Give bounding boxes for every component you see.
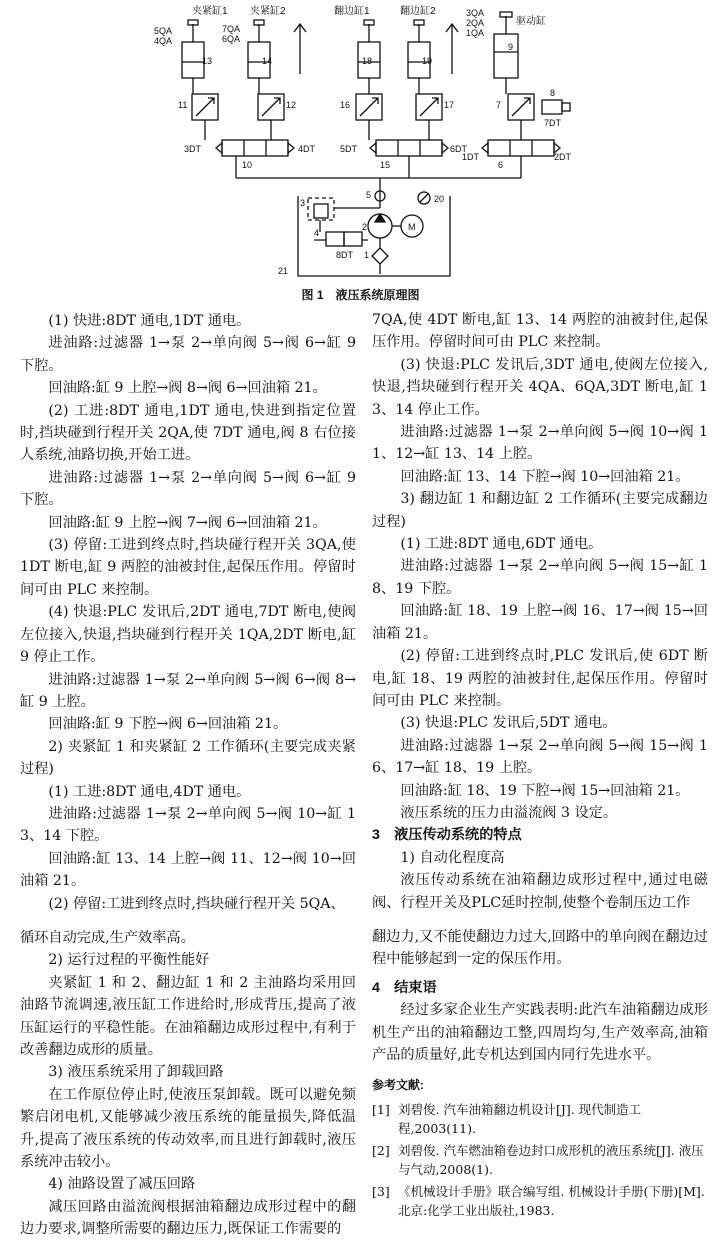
- switch-5qa-label: 5QA: [154, 26, 173, 36]
- paragraph: 回油路:缸 9 下腔→阀 6→回油箱 21。: [48, 716, 288, 733]
- paragraph: 回油路:缸 18、19 下腔→阀 15→回油箱 21。: [400, 782, 690, 799]
- hydraulic-schematic-diagram: [150, 2, 580, 280]
- right-column: [372, 309, 708, 1220]
- cylinder-13-label: 13: [202, 56, 213, 66]
- pump-2-label: 2: [362, 222, 368, 232]
- tank-21-label: 21: [278, 266, 289, 276]
- switch-4qa-label: 4QA: [154, 36, 173, 46]
- valve-16-label: 16: [340, 100, 351, 110]
- paragraph: 液压系统的压力由溢流阀 3 设定。: [400, 804, 618, 821]
- solenoid-1dt-label: 1DT: [462, 152, 480, 162]
- check-valve-5-label: 5: [366, 190, 372, 200]
- solenoid-3dt-label: 3DT: [184, 144, 202, 154]
- paragraph: 进油路:过滤器 1→泵 2→单向阀 5→阀 6→缸 9 下腔。: [20, 335, 356, 374]
- switch-3qa-label: 3QA: [466, 8, 485, 18]
- drive-cylinder-label: 驱动缸: [516, 16, 546, 27]
- paragraph: (2) 停留:工进到终点时,挡块碰行程开关 5QA、: [48, 895, 345, 912]
- paragraph: 进油路:过滤器 1→泵 2→单向阀 5→阀 10→阀 11、12→缸 13、14 上腔。: [372, 424, 708, 463]
- cylinder-14-label: 14: [262, 56, 273, 66]
- valve-7-label: 7: [496, 100, 502, 110]
- paragraph: 回油路:缸 18、19 上腔→阀 16、17→阀 15→回油箱 21。: [372, 603, 708, 642]
- paragraph: (1) 快进:8DT 通电,1DT 通电。: [48, 313, 251, 329]
- cylinder-9-label: 9: [508, 42, 514, 52]
- motor-label: M: [408, 222, 416, 232]
- valve-11-label: 11: [178, 100, 188, 110]
- reference-item: [372, 1182, 708, 1220]
- solenoid-5dt-label: 5DT: [340, 144, 358, 154]
- paragraph: 4 结束语: [372, 979, 437, 996]
- paragraph: 减压回路由溢流阀根据油箱翻边成形过程中的翻边力要求,调整所需要的翻边压力,既保证工作需要的: [20, 1198, 356, 1238]
- filter-1-label: 1: [364, 250, 370, 260]
- paragraph: 2) 运行过程的平衡性能好: [48, 952, 210, 969]
- paragraph: 翻边力,又不能使翻边力过大,回路中的单向阀在翻边过程中能够起到一定的保压作用。: [372, 928, 708, 968]
- clamp-cylinder-1-label: 夹紧缸1: [192, 6, 228, 17]
- switch-1qa-label: 1QA: [466, 28, 485, 38]
- paragraph: 3) 翻边缸 1 和翻边缸 2 工作循环(主要完成翻边过程): [372, 491, 708, 530]
- paragraph: 4) 油路设置了减压回路: [48, 1176, 196, 1193]
- paragraph: (1) 工进:8DT 通电,6DT 通电。: [400, 536, 603, 553]
- valve-17-label: 17: [444, 100, 455, 110]
- paragraph: (3) 快退:PLC 发讯后,5DT 通电。: [400, 715, 617, 732]
- paragraph: 经过多家企业生产实践表明:此汽车油箱翻边成形机生产出的油箱翻边工整,四周均匀,生产效率高,油箱产品的质量好,此专机达到国内同行先进水平。: [372, 1002, 708, 1063]
- paragraph: 回油路:缸 9 上腔→阀 8→阀 6→回油箱 21。: [48, 380, 327, 397]
- reference-number: [3]: [372, 1183, 390, 1199]
- relief-valve-3-label: 3: [300, 198, 306, 208]
- valve-4-label: 4: [314, 228, 320, 238]
- cylinder-18-label: 18: [362, 56, 373, 66]
- paragraph: 回油路:缸 9 上腔→阀 7→阀 6→回油箱 21。: [48, 514, 327, 531]
- solenoid-7dt-label: 7DT: [544, 118, 562, 128]
- valve-10-label: 10: [242, 160, 253, 170]
- flange-cylinder-2-label: 翻边缸2: [400, 6, 436, 17]
- valve-8-label: 8: [550, 88, 556, 98]
- paragraph: 液压传动系统在油箱翻边成形过程中,通过电磁阀、行程开关及PLC延时控制,使整个卷制压边工作: [372, 872, 708, 911]
- paragraph: 进油路:过滤器 1→泵 2→单向阀 5→阀 6→阀 8→缸 9 上腔。: [20, 671, 356, 710]
- paragraph: 进油路:过滤器 1→泵 2→单向阀 5→阀 15→阀 16、17→缸 18、19 上腔。: [372, 737, 708, 777]
- paragraph: 进油路:过滤器 1→泵 2→单向阀 5→阀 15→缸 18、19 下腔。: [372, 558, 708, 597]
- solenoid-2dt-label: 2DT: [554, 152, 572, 162]
- paragraph: 循环自动完成,生产效率高。: [20, 929, 195, 946]
- reference-item: [372, 1141, 708, 1179]
- reference-number: [2]: [372, 1142, 390, 1158]
- paragraph: 夹紧缸 1 和 2、翻边缸 1 和 2 主油路均采用回油路节流调速,液压缸工作进给时,形成背压,提高了液压缸运行的平稳性能。在油箱翻边成形过程中,有利于改善翻边成形的质量。: [20, 974, 356, 1058]
- references-title: 参考文献:: [372, 1078, 424, 1093]
- paragraph: 3) 液压系统采用了卸载回路: [48, 1064, 224, 1081]
- paragraph: (4) 快退:PLC 发讯后,2DT 通电,7DT 断电,使阀左位接入,快退,挡块碰到行程开关 1QA,2DT 断电,缸 9 停止工作。: [20, 604, 356, 666]
- paragraph: (1) 工进:8DT 通电,4DT 通电。: [48, 783, 251, 800]
- paragraph: 3 液压传动系统的特点: [372, 827, 522, 844]
- reference-text: 《机械设计手册》联合编写组. 机械设计手册(下册)[M]. 北京:化学工业出版社,1983.: [398, 1183, 705, 1218]
- switch-2qa-label: 2QA: [466, 18, 485, 28]
- clamp-cylinder-2-label: 夹紧缸2: [250, 6, 286, 17]
- cylinder-19-label: 19: [422, 56, 433, 66]
- paragraph: (3) 停留:工进到终点时,挡块碰行程开关 3QA,使 1DT 断电,缸 9 两腔的油被封住,起保压作用。停留时间可由 PLC 来控制。: [20, 537, 356, 598]
- paragraph: 在工作原位停止时,使液压泵卸载。既可以避免频繁启闭电机,又能够减少液压系统的能量损失,降低温升,提高了液压系统的传动效率,而且进行卸载时,液压系统冲击较小。: [20, 1086, 356, 1171]
- reference-text: 刘碧俊. 汽车油箱翻边机设计[J]. 现代制造工程,2003(11).: [398, 1101, 642, 1136]
- paragraph: 回油路:缸 13、14 上腔→阀 11、12→阀 10→回油箱 21。: [20, 850, 356, 890]
- left-column: [20, 310, 356, 1241]
- paragraph: 7QA,使 4DT 断电,缸 13、14 两腔的油被封住,起保压作用。停留时间可由 PLC 来控制。: [372, 312, 708, 351]
- solenoid-6dt-label: 6DT: [450, 144, 468, 154]
- gauge-20-label: 20: [434, 194, 445, 204]
- paragraph: 回油路:缸 13、14 下腔→阀 10→回油箱 21。: [400, 468, 690, 485]
- reference-item: [372, 1100, 708, 1138]
- figure-caption: 图 1 液压系统原理图: [301, 288, 420, 302]
- paragraph: (2) 停留:工进到终点时,PLC 发讯后,使 6DT 断电,缸 18、19 两腔的油被封住,起保压作用。停留时间可由 PLC 来控制。: [372, 648, 708, 709]
- paragraph: 1) 自动化程度高: [400, 849, 505, 866]
- switch-7qa-label: 7QA: [222, 24, 241, 34]
- paragraph: 进油路:过滤器 1→泵 2→单向阀 5→阀 6→缸 9 下腔。: [20, 469, 356, 509]
- valve-12-label: 12: [286, 100, 297, 110]
- paragraph: (3) 快退:PLC 发讯后,3DT 通电,使阀左位接入,快退,挡块碰到行程开关 4QA、6QA,3DT 断电,缸 13、14 停止工作。: [372, 356, 708, 418]
- solenoid-4dt-label: 4DT: [298, 144, 316, 154]
- paragraph: 进油路:过滤器 1→泵 2→单向阀 5→阀 10→缸 13、14 下腔。: [20, 805, 356, 845]
- valve-15-label: 15: [380, 160, 391, 170]
- references-list: [372, 1100, 708, 1220]
- solenoid-8dt-label: 8DT: [336, 250, 354, 260]
- reference-number: [1]: [372, 1101, 390, 1117]
- switch-6qa-label: 6QA: [222, 34, 241, 44]
- paragraph: (2) 工进:8DT 通电,1DT 通电,快进到指定位置时,挡块碰到行程开关 2QA,使 7DT 通电,阀 8 右位接人系统,油路切换,开始工进。: [20, 402, 356, 464]
- paragraph: 2) 夹紧缸 1 和夹紧缸 2 工作循环(主要完成夹紧过程): [20, 738, 356, 778]
- flange-cylinder-1-label: 翻边缸1: [334, 6, 370, 17]
- valve-6-label: 6: [498, 160, 504, 170]
- reference-text: 刘碧俊. 汽车燃油箱卷边封口成形机的液压系统[J]. 液压与气动,2008(1).: [398, 1142, 704, 1177]
